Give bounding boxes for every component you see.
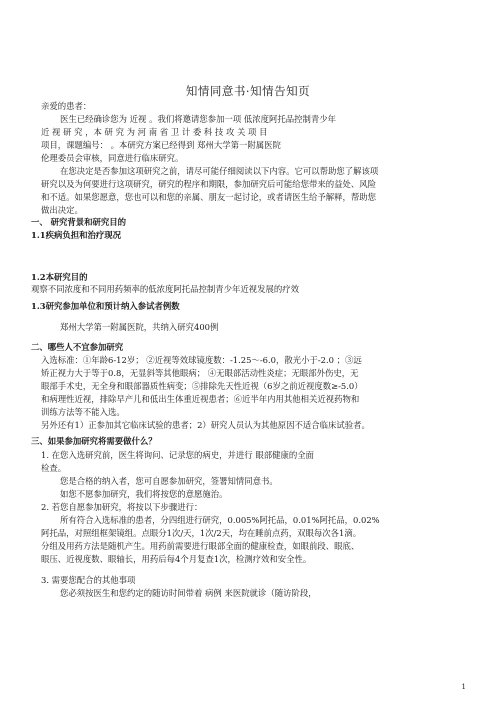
subsection-heading: 1.3研究参加单位和预计纳入参试者例数 bbox=[31, 301, 180, 311]
greeting: 亲爱的患者： bbox=[41, 101, 92, 111]
subsection-heading: 1.1疾病负担和治疗现况 bbox=[31, 230, 121, 240]
paragraph-line: 1. 在您入选研究前，医生将询问、记录您的病史，并进行 眼部健康的全面 bbox=[41, 450, 314, 460]
paragraph-line: 研究以及为何要进行这项研究，研究的程序和期限，参加研究后可能给您带来的益处、风险 bbox=[41, 179, 376, 189]
document-title: 知情同意书·知情告知页 bbox=[185, 84, 311, 98]
paragraph-line: 做出决定。 bbox=[41, 205, 83, 215]
page-number: 1 bbox=[461, 683, 466, 691]
paragraph-line: 训练方法等不能入选。 bbox=[41, 407, 125, 417]
paragraph-line: 在您决定是否参加这项研究之前，请尽可能仔细阅读以下内容。它可以帮助您了解该项 bbox=[60, 166, 379, 176]
paragraph-line: 眼部手术史，无全身和眼部器质性病变；⑤排除先天性近视（6岁之前近视度数≥-5.0） bbox=[41, 381, 363, 391]
paragraph-line: 伦理委员会审核，同意进行临床研究。 bbox=[41, 153, 184, 163]
subsection-heading: 1.2本研究目的 bbox=[31, 272, 88, 282]
paragraph-line: 郑州大学第一附属医院，共纳入研究400例 bbox=[60, 322, 219, 332]
paragraph-line: 阿托品，对照组框架镜组。点眼分1次/天，1次/2天，均在睡前点药，双眼每次各1滴。 bbox=[41, 528, 362, 538]
paragraph-line: 医生已经确诊您为 近视 。我们将邀请您参加一项 低浓度阿托品控制青少年 bbox=[60, 114, 336, 124]
paragraph-line: 分组及用药方法是随机产生。用药前需要进行眼部全面的健康检查，如眼前段、眼底、 bbox=[41, 541, 360, 551]
paragraph-line: 项目，课题编号： 。本研究方案已经得到 郑州大学第一附属医院 bbox=[41, 140, 281, 150]
paragraph-line: 入选标准：①年龄6-12岁； ②近视等效球镜度数：-1.25～-6.0，散光小于-2.0 ；③远 bbox=[41, 355, 362, 365]
paragraph-line: 所有符合入选标准的患者，分四组进行研究，0.005%阿托品，0.01%阿托品，0.02% bbox=[60, 515, 380, 525]
paragraph-line: 观察不同浓度和不同用药频率的低浓度阿托品控制青少年近视发展的疗效 bbox=[31, 284, 299, 294]
paragraph-line: 3. 需要您配合的其他事项 bbox=[41, 575, 136, 585]
paragraph-line: 矫正视力大于等于0.8，无显斜等其他眼病； ④无眼部活动性炎症；无眼部外伤史，无 bbox=[41, 368, 359, 378]
paragraph-line: 检查。 bbox=[41, 463, 67, 473]
section-heading: 三、如果参加研究将需要做什么？ bbox=[31, 436, 157, 446]
paragraph-line: 如您不愿参加研究，我们将按您的意愿施治。 bbox=[60, 489, 228, 499]
paragraph-line: 和不适。如果您愿意，您也可以和您的亲属、朋友一起讨论，或者请医生给予解释，帮助您 bbox=[41, 192, 376, 202]
paragraph-line: 2. 若您自愿参加研究，将按以下步骤进行： bbox=[41, 502, 203, 512]
paragraph-line: 近 视 研 究 ，本 研 究 为 河 南 省 卫 计 委 科 技 攻 关 项 目 bbox=[41, 127, 268, 137]
section-heading: 二、哪些人不宜参加研究 bbox=[31, 342, 124, 352]
section-heading: 一、 研究背景和研究目的 bbox=[31, 217, 127, 227]
paragraph-line: 您是合格的纳入者，您可自愿参加研究，签署知情同意书。 bbox=[60, 476, 278, 486]
paragraph-line: 您必须按医生和您约定的随访时间带着 病例 来医院就诊（随访阶段， bbox=[60, 588, 317, 598]
paragraph-line: 和病理性近视，排除早产儿和低出生体重近视患者；⑥近半年内用其他相关近视药物和 bbox=[41, 394, 360, 404]
paragraph-line: 眼压、近视度数、眼轴长，用药后每4个月复查1次，检测疗效和安全性。 bbox=[41, 554, 312, 564]
paragraph-line: 另外还有1）正参加其它临床试验的患者；2）研究人员认为其他原因不适合临床试验者。 bbox=[41, 420, 370, 430]
